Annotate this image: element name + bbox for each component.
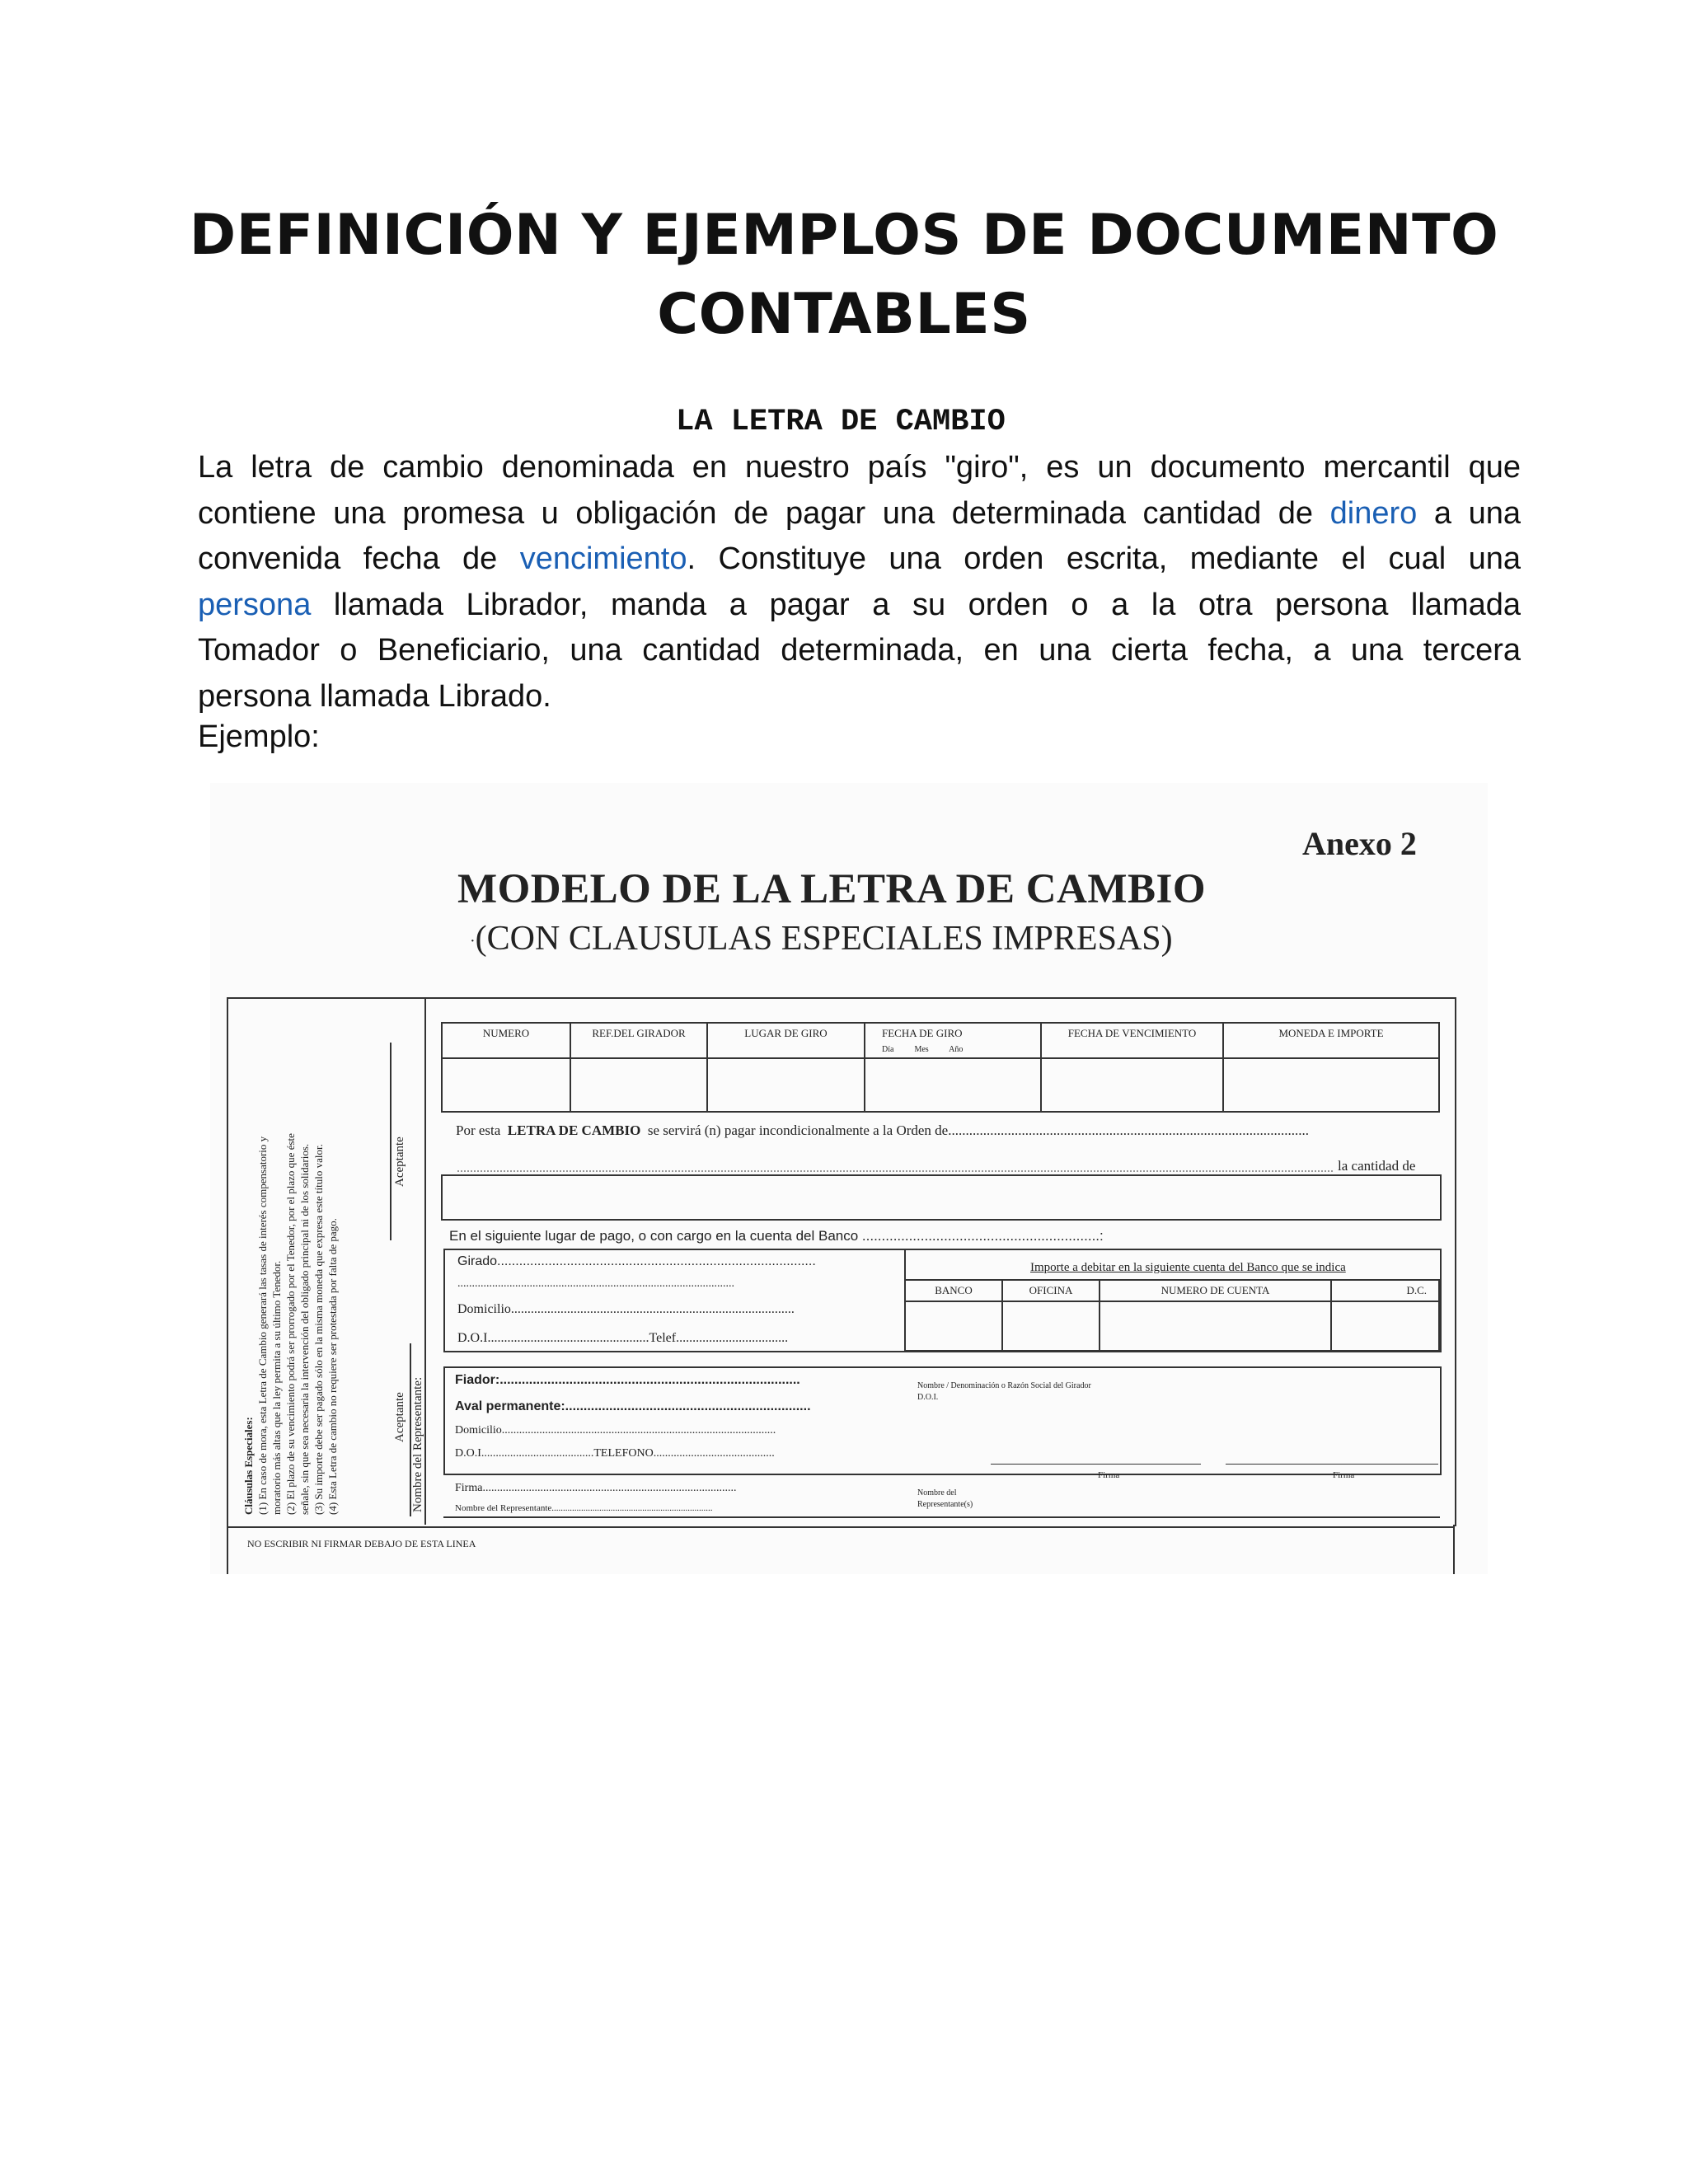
paragraph-line bbox=[198, 537, 1521, 583]
form-subtitle bbox=[470, 919, 1173, 958]
clausula-line: señale, sin que sea necesaria la intervención del obligado principal ni de los solidarios. bbox=[298, 1143, 311, 1515]
signature-line-2 bbox=[1226, 1464, 1438, 1465]
bank-table bbox=[904, 1279, 1440, 1352]
nombre-del: Nombre del bbox=[917, 1488, 957, 1497]
clausula-line: (3) Su importe debe ser pagado sólo en la misma moneda que expresa este título valor. bbox=[312, 1144, 325, 1515]
cell bbox=[442, 1058, 570, 1112]
definition-paragraph bbox=[198, 445, 1521, 719]
paragraph-line bbox=[198, 445, 1521, 491]
bullet-mark: · bbox=[470, 931, 476, 950]
date-parts bbox=[882, 1045, 1039, 1054]
text: convenida fecha de bbox=[198, 541, 520, 576]
clausulas-block bbox=[241, 1020, 340, 1515]
fecha-giro-label: FECHA DE GIRO bbox=[882, 1027, 963, 1039]
col-banco: BANCO bbox=[905, 1280, 1002, 1301]
order-text: se servirá (n) pagar incondicionalmente a la Orden de....................................................................................................... bbox=[647, 1122, 1309, 1138]
cell bbox=[1002, 1301, 1100, 1351]
domicilio2-line: Domicilio............................................................................................... bbox=[455, 1424, 776, 1436]
col-lugar-giro: LUGAR DE GIRO bbox=[707, 1023, 865, 1058]
cell bbox=[1223, 1058, 1439, 1112]
form-right-edge bbox=[1453, 1525, 1455, 1574]
form-subtitle-text: (CON CLAUSULAS ESPECIALES IMPRESAS) bbox=[475, 920, 1173, 958]
cell bbox=[905, 1301, 1002, 1351]
girado-line: Girado....................................................................................... bbox=[457, 1254, 816, 1268]
form-left-edge bbox=[227, 1525, 228, 1574]
fiador-line: Fiador:.................................................................................. bbox=[455, 1373, 800, 1387]
col-ref-girador: REF.DEL GIRADOR bbox=[570, 1023, 707, 1058]
page-title-line-1: DEFINICIÓN Y EJEMPLOS DE DOCUMENTO bbox=[189, 203, 1499, 268]
section-heading: LA LETRA DE CAMBIO bbox=[676, 405, 1006, 439]
cell bbox=[865, 1058, 1041, 1112]
girador-doi: D.O.I. bbox=[917, 1393, 939, 1402]
girado-dots: ................................................................................................ bbox=[457, 1277, 734, 1290]
aval-line: Aval permanente:................................................................... bbox=[455, 1399, 811, 1413]
fiador-bottom bbox=[443, 1516, 1440, 1518]
order-bold: LETRA DE CAMBIO bbox=[507, 1122, 641, 1138]
text: a una bbox=[1417, 495, 1522, 531]
paragraph-line bbox=[198, 628, 1521, 674]
form-footer: NO ESCRIBIR NI FIRMAR DEBAJO DE ESTA LINEA bbox=[247, 1538, 476, 1549]
signature-line-1 bbox=[991, 1464, 1201, 1465]
aceptante-label-2: Aceptante bbox=[393, 1392, 406, 1442]
letra-de-cambio-form-image bbox=[210, 783, 1488, 1574]
order-line bbox=[456, 1122, 1309, 1139]
date-dia: Día bbox=[882, 1045, 894, 1054]
nombre-representante-label: Nombre del Representante: bbox=[411, 1376, 424, 1512]
anexo-label: Anexo 2 bbox=[1302, 825, 1417, 862]
text: llamada Librador, manda a pagar a su orden o a la otra persona llamada bbox=[311, 587, 1521, 622]
text: La letra de cambio denominada en nuestro país "giro", es un documento mercantil que bbox=[198, 450, 1521, 485]
text: contiene una promesa u obligación de pagar una determinada cantidad de bbox=[198, 495, 1330, 531]
cell bbox=[1331, 1301, 1439, 1351]
payment-place-line: En el siguiente lugar de pago, o con cargo en la cuenta del Banco .............................................................: bbox=[449, 1228, 1104, 1244]
col-dc: D.C. bbox=[1331, 1280, 1439, 1301]
date-ano: Año bbox=[949, 1045, 964, 1054]
col-moneda-importe: MONEDA E IMPORTE bbox=[1223, 1023, 1439, 1058]
clausula-line: (4) Esta Letra de cambio no requiere ser protestada por falta de pago. bbox=[326, 1218, 339, 1515]
clausulas-title: Cláusulas Especiales: bbox=[242, 1417, 255, 1515]
text: . Constituye una orden escrita, mediante el cual una bbox=[687, 541, 1521, 576]
firma-line: Firma........................................................................................ bbox=[455, 1482, 737, 1494]
col-numero: NUMERO bbox=[442, 1023, 570, 1058]
aceptante-divider bbox=[390, 1043, 392, 1240]
col-fecha-vencimiento: FECHA DE VENCIMIENTO bbox=[1041, 1023, 1223, 1058]
cell bbox=[707, 1058, 865, 1112]
clausula-line: (1) En caso de mora, esta Letra de Cambio generará las tasas de interés compensatorio y bbox=[256, 1136, 269, 1515]
firma-b: Firma bbox=[1333, 1470, 1355, 1480]
form-title: MODELO DE LA LETRA DE CAMBIO bbox=[457, 866, 1207, 912]
paragraph-line bbox=[198, 583, 1521, 629]
bank-title: Importe a debitar en la siguiente cuenta del Banco que se indica bbox=[1030, 1261, 1346, 1274]
paragraph-line bbox=[198, 491, 1521, 537]
header-table bbox=[441, 1022, 1440, 1113]
girador-label: Nombre / Denominación o Razón Social del Girador bbox=[917, 1381, 1091, 1390]
amount-box bbox=[441, 1174, 1442, 1221]
paragraph-line bbox=[198, 674, 1521, 720]
doi-line: D.O.I.................................................Telef.................................. bbox=[457, 1331, 789, 1345]
col-oficina: OFICINA bbox=[1002, 1280, 1100, 1301]
clausula-line: (2) El plazo de su vencimiento podrá ser prorrogado por el Tenedor, por el plazo que éste bbox=[284, 1133, 297, 1515]
link-dinero[interactable]: dinero bbox=[1329, 495, 1418, 531]
link-persona[interactable]: persona bbox=[198, 587, 312, 622]
example-label: Ejemplo: bbox=[198, 719, 320, 754]
aceptante-label: Aceptante bbox=[393, 1137, 406, 1187]
representantes: Representante(s) bbox=[917, 1500, 973, 1509]
col-fecha-giro bbox=[865, 1023, 1041, 1058]
firma-a: Firma bbox=[1098, 1470, 1120, 1480]
page-title bbox=[165, 196, 1523, 354]
date-mes: Mes bbox=[914, 1045, 929, 1054]
cell bbox=[1100, 1301, 1331, 1351]
page-title-line-2: CONTABLES bbox=[657, 282, 1031, 347]
form-bottom-line bbox=[227, 1526, 1455, 1528]
cantidad-dots bbox=[457, 1170, 1333, 1172]
nombre-rep-line: Nombre del Representante....................................................................... bbox=[455, 1503, 713, 1513]
link-vencimiento[interactable]: vencimiento bbox=[519, 541, 687, 576]
text: Tomador o Beneficiario, una cantidad determinada, en una cierta fecha, a una tercera bbox=[198, 633, 1521, 668]
cell bbox=[570, 1058, 707, 1112]
cantidad-label: la cantidad de bbox=[1338, 1158, 1416, 1174]
cell bbox=[1041, 1058, 1223, 1112]
domicilio-line: Domicilio...................................................................................... bbox=[457, 1302, 795, 1316]
col-numero-cuenta: NUMERO DE CUENTA bbox=[1100, 1280, 1331, 1301]
text: persona llamada Librado. bbox=[198, 678, 551, 714]
clausula-line: moratorio más altas que la ley permita a su último Tenedor. bbox=[270, 1260, 283, 1515]
order-prefix: Por esta bbox=[456, 1122, 501, 1138]
doi2-line: D.O.I.......................................TELEFONO.......................................... bbox=[455, 1447, 775, 1460]
